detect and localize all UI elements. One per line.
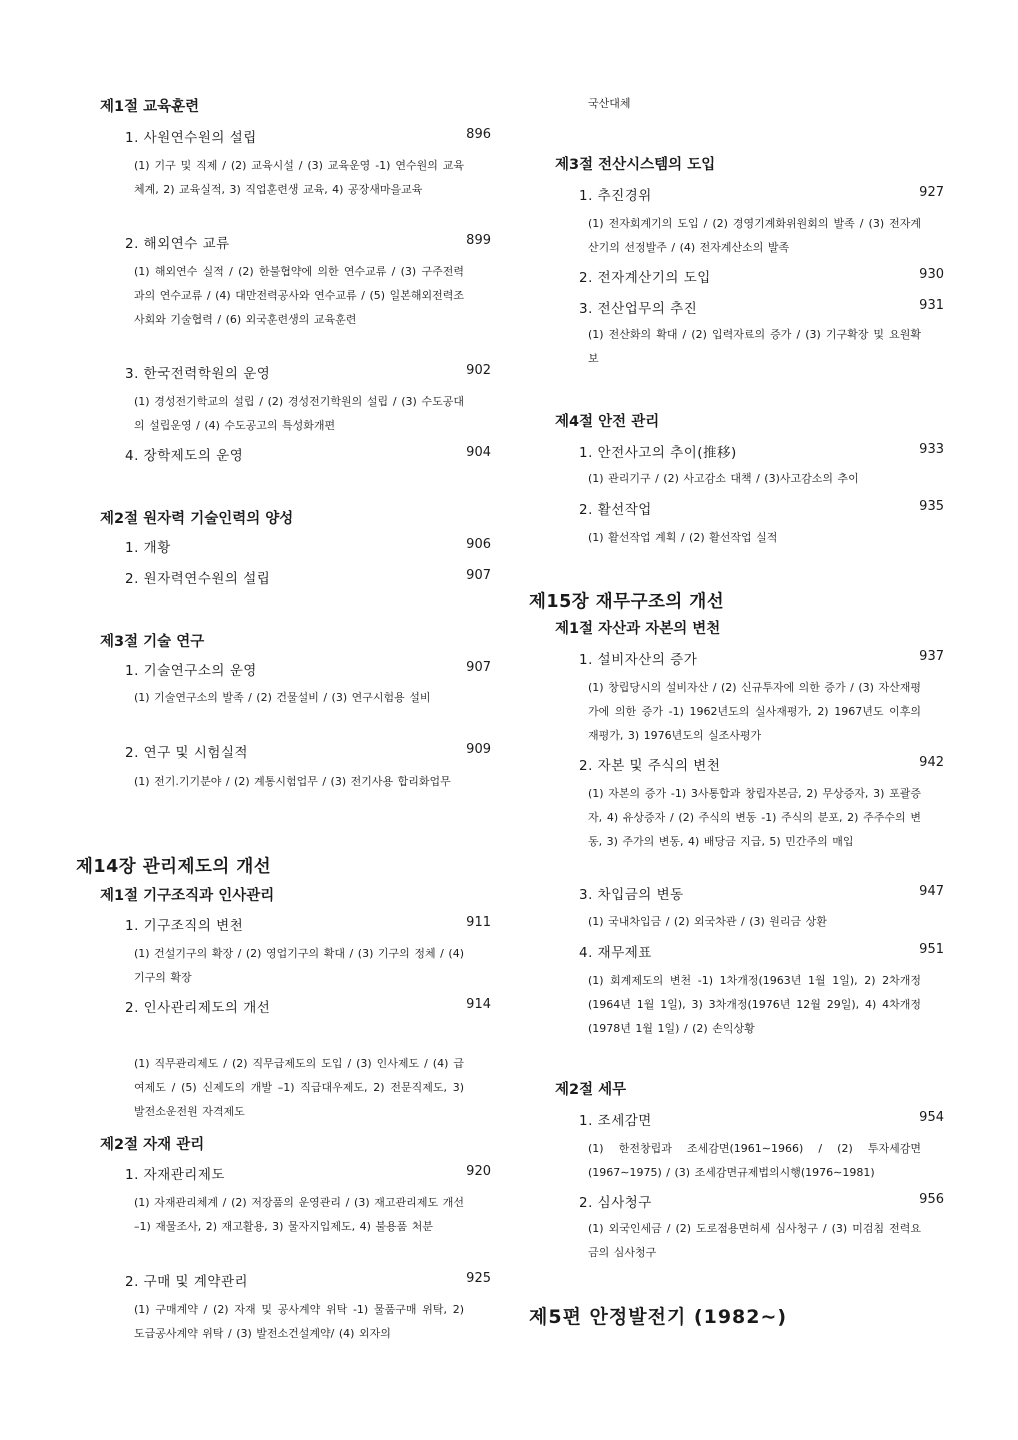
- toc-page-number: 927: [919, 185, 944, 200]
- chapter-heading: 제14장 관리제도의 개선: [76, 857, 272, 877]
- toc-subitems: (1) 기술연구소의 발족 / (2) 건물설비 / (3) 연구시험용 설비: [134, 691, 431, 704]
- toc-page-number: 906: [466, 537, 491, 552]
- toc-item-title: 1. 기구조직의 변천: [125, 918, 244, 934]
- toc-item-title: 2. 활선작업: [579, 502, 652, 518]
- toc-item-title: 1. 기술연구소의 운영: [125, 663, 257, 679]
- toc-subitems: (1) 경성전기학교의 설립 / (2) 경성전기학원의 설립 / (3) 수도공대의 설립운영 / (4) 수도공고의 특성화개편: [134, 395, 464, 432]
- toc-page-number: 907: [466, 568, 491, 583]
- section-heading: 제3절 기술 연구: [100, 634, 205, 650]
- toc-page-number: 904: [466, 445, 491, 460]
- toc-page-number: 935: [919, 499, 944, 514]
- toc-subitems: (1) 직무관리제도 / (2) 직무급제도의 도입 / (3) 인사제도 / (4) 급여제도 / (5) 신제도의 개발 –1) 직급대우제도, 2) 전문직제도, 3) 발전소운전원 자격제도: [134, 1057, 464, 1118]
- toc-item-title: 1. 조세감면: [579, 1113, 652, 1129]
- chapter-heading: 제15장 재무구조의 개선: [529, 592, 725, 612]
- toc-subitems: (1) 전산화의 확대 / (2) 입력자료의 증가 / (3) 기구확장 및 요원확보: [588, 328, 921, 365]
- toc-item-title: 1. 안전사고의 추이(推移): [579, 445, 737, 461]
- toc-subitems: (1) 국내차입금 / (2) 외국차관 / (3) 원리금 상환: [588, 915, 827, 928]
- toc-item-title: 2. 심사청구: [579, 1195, 652, 1211]
- toc-subitems: (1) 외국인세금 / (2) 도로점용면허세 심사청구 / (3) 미검침 전력요금의 심사청구: [588, 1222, 921, 1259]
- toc-item-title: 2. 원자력연수원의 설립: [125, 571, 271, 587]
- toc-page-number: 920: [466, 1164, 491, 1179]
- toc-item-title: 1. 추진경위: [579, 188, 652, 204]
- section-heading: 제2절 원자력 기술인력의 양성: [100, 511, 294, 527]
- toc-subitems: (1) 전기.기기분야 / (2) 계통시험업무 / (3) 전기사용 합리화업무: [134, 775, 451, 788]
- toc-item-title: 1. 개황: [125, 540, 171, 556]
- toc-item-title: 3. 전산업무의 추진: [579, 301, 698, 317]
- toc-page-number: 931: [919, 298, 944, 313]
- toc-page-number: 956: [919, 1192, 944, 1207]
- toc-subitems: (1) 해외연수 실적 / (2) 한불협약에 의한 연수교류 / (3) 구주전력과의 연수교류 / (4) 대만전력공사와 연수교류 / (5) 일본해외전력조사회와 기술협력 / (6) 외국훈련생의 교육훈련: [134, 265, 464, 326]
- toc-subitems: (1) 회계제도의 변천 -1) 1차개정(1963년 1월 1일), 2) 2차개정(1964년 1월 1일), 3) 3차개정(1976년 12월 29일), 4) 4차개정(1978년 1월 1일) / (2) 손익상황: [588, 974, 921, 1035]
- toc-item-title: 2. 구매 및 계약관리: [125, 1274, 249, 1290]
- section-heading: 제4절 안전 관리: [555, 414, 660, 430]
- toc-subitems: 국산대체: [588, 97, 631, 110]
- toc-page-number: 911: [466, 915, 491, 930]
- toc-item-title: 4. 재무제표: [579, 945, 652, 961]
- part-heading: 제5편 안정발전기 (1982∼): [529, 1306, 788, 1328]
- toc-page-number: 954: [919, 1110, 944, 1125]
- toc-page-number: 925: [466, 1271, 491, 1286]
- section-heading: 제2절 자재 관리: [100, 1137, 205, 1153]
- toc-item-title: 2. 해외연수 교류: [125, 236, 230, 252]
- toc-item-title: 1. 설비자산의 증가: [579, 652, 698, 668]
- toc-page-number: 933: [919, 442, 944, 457]
- right-column: [509, 0, 1018, 1440]
- toc-page-number: 899: [466, 233, 491, 248]
- toc-subitems: (1) 한전창립과 조세감면(1961∼1966) / (2) 투자세감면(1967∼1975) / (3) 조세감면규제법의시행(1976∼1981): [588, 1142, 921, 1179]
- toc-subitems: (1) 건설기구의 확장 / (2) 영업기구의 확대 / (3) 기구의 정체 / (4) 기구의 확장: [134, 947, 464, 984]
- toc-page-number: 907: [466, 660, 491, 675]
- section-heading: 제1절 교육훈련: [100, 99, 200, 115]
- section-heading: 제2절 세무: [555, 1082, 627, 1098]
- toc-subitems: (1) 관리기구 / (2) 사고감소 대책 / (3)사고감소의 추이: [588, 472, 859, 485]
- toc-subitems: (1) 자본의 증가 -1) 3사통합과 창립자본금, 2) 무상증자, 3) 포괄증자, 4) 유상증자 / (2) 주식의 변동 -1) 주식의 분포, 2) 주주수의 변동, 3) 주가의 변동, 4) 배당금 지급, 5) 민간주의 매입: [588, 787, 921, 848]
- section-heading: 제3절 전산시스템의 도입: [555, 157, 716, 173]
- toc-subitems: (1) 구매계약 / (2) 자재 및 공사계약 위탁 -1) 물품구매 위탁, 2) 도급공사계약 위탁 / (3) 발전소건설계약/ (4) 외자의: [134, 1303, 464, 1340]
- toc-item-title: 3. 차입금의 변동: [579, 887, 684, 903]
- toc-subitems: (1) 기구 및 직제 / (2) 교육시설 / (3) 교육운영 -1) 연수원의 교육체계, 2) 교육실적, 3) 직업훈련생 교육, 4) 공장새마을교육: [134, 159, 464, 196]
- toc-item-title: 3. 한국전력학원의 운영: [125, 366, 271, 382]
- toc-page-number: 914: [466, 997, 491, 1012]
- toc-item-title: 2. 연구 및 시험실적: [125, 745, 249, 761]
- toc-item-title: 4. 장학제도의 운영: [125, 448, 244, 464]
- toc-item-title: 2. 인사관리제도의 개선: [125, 1000, 271, 1016]
- toc-subitems: (1) 전자회계기의 도입 / (2) 경영기계화위원회의 발족 / (3) 전자계산기의 선정발주 / (4) 전자계산소의 발족: [588, 217, 921, 254]
- toc-page-number: 930: [919, 267, 944, 282]
- toc-page-number: 909: [466, 742, 491, 757]
- toc-page-number: 902: [466, 363, 491, 378]
- toc-subitems: (1) 자재관리체계 / (2) 저장품의 운영관리 / (3) 재고관리제도 개선 –1) 재물조사, 2) 재고활용, 3) 물자지입제도, 4) 불용품 처분: [134, 1196, 464, 1233]
- toc-page-number: 942: [919, 755, 944, 770]
- toc-page-number: 947: [919, 884, 944, 899]
- section-heading: 제1절 기구조직과 인사관리: [100, 888, 275, 904]
- toc-item-title: 2. 전자계산기의 도입: [579, 270, 711, 286]
- toc-page-number: 951: [919, 942, 944, 957]
- toc-subitems: (1) 창립당시의 설비자산 / (2) 신규투자에 의한 증가 / (3) 자산재평가에 의한 증가 -1) 1962년도의 실사재평가, 2) 1967년도 이후의 재평가, 3) 1976년도의 실조사평가: [588, 681, 921, 742]
- toc-subitems: (1) 활선작업 계획 / (2) 활선작업 실적: [588, 531, 778, 544]
- toc-page-number: 896: [466, 127, 491, 142]
- toc-page-number: 937: [919, 649, 944, 664]
- toc-item-title: 2. 자본 및 주식의 변천: [579, 758, 721, 774]
- section-heading: 제1절 자산과 자본의 변천: [555, 621, 721, 637]
- toc-item-title: 1. 자재관리제도: [125, 1167, 225, 1183]
- toc-item-title: 1. 사원연수원의 설립: [125, 130, 257, 146]
